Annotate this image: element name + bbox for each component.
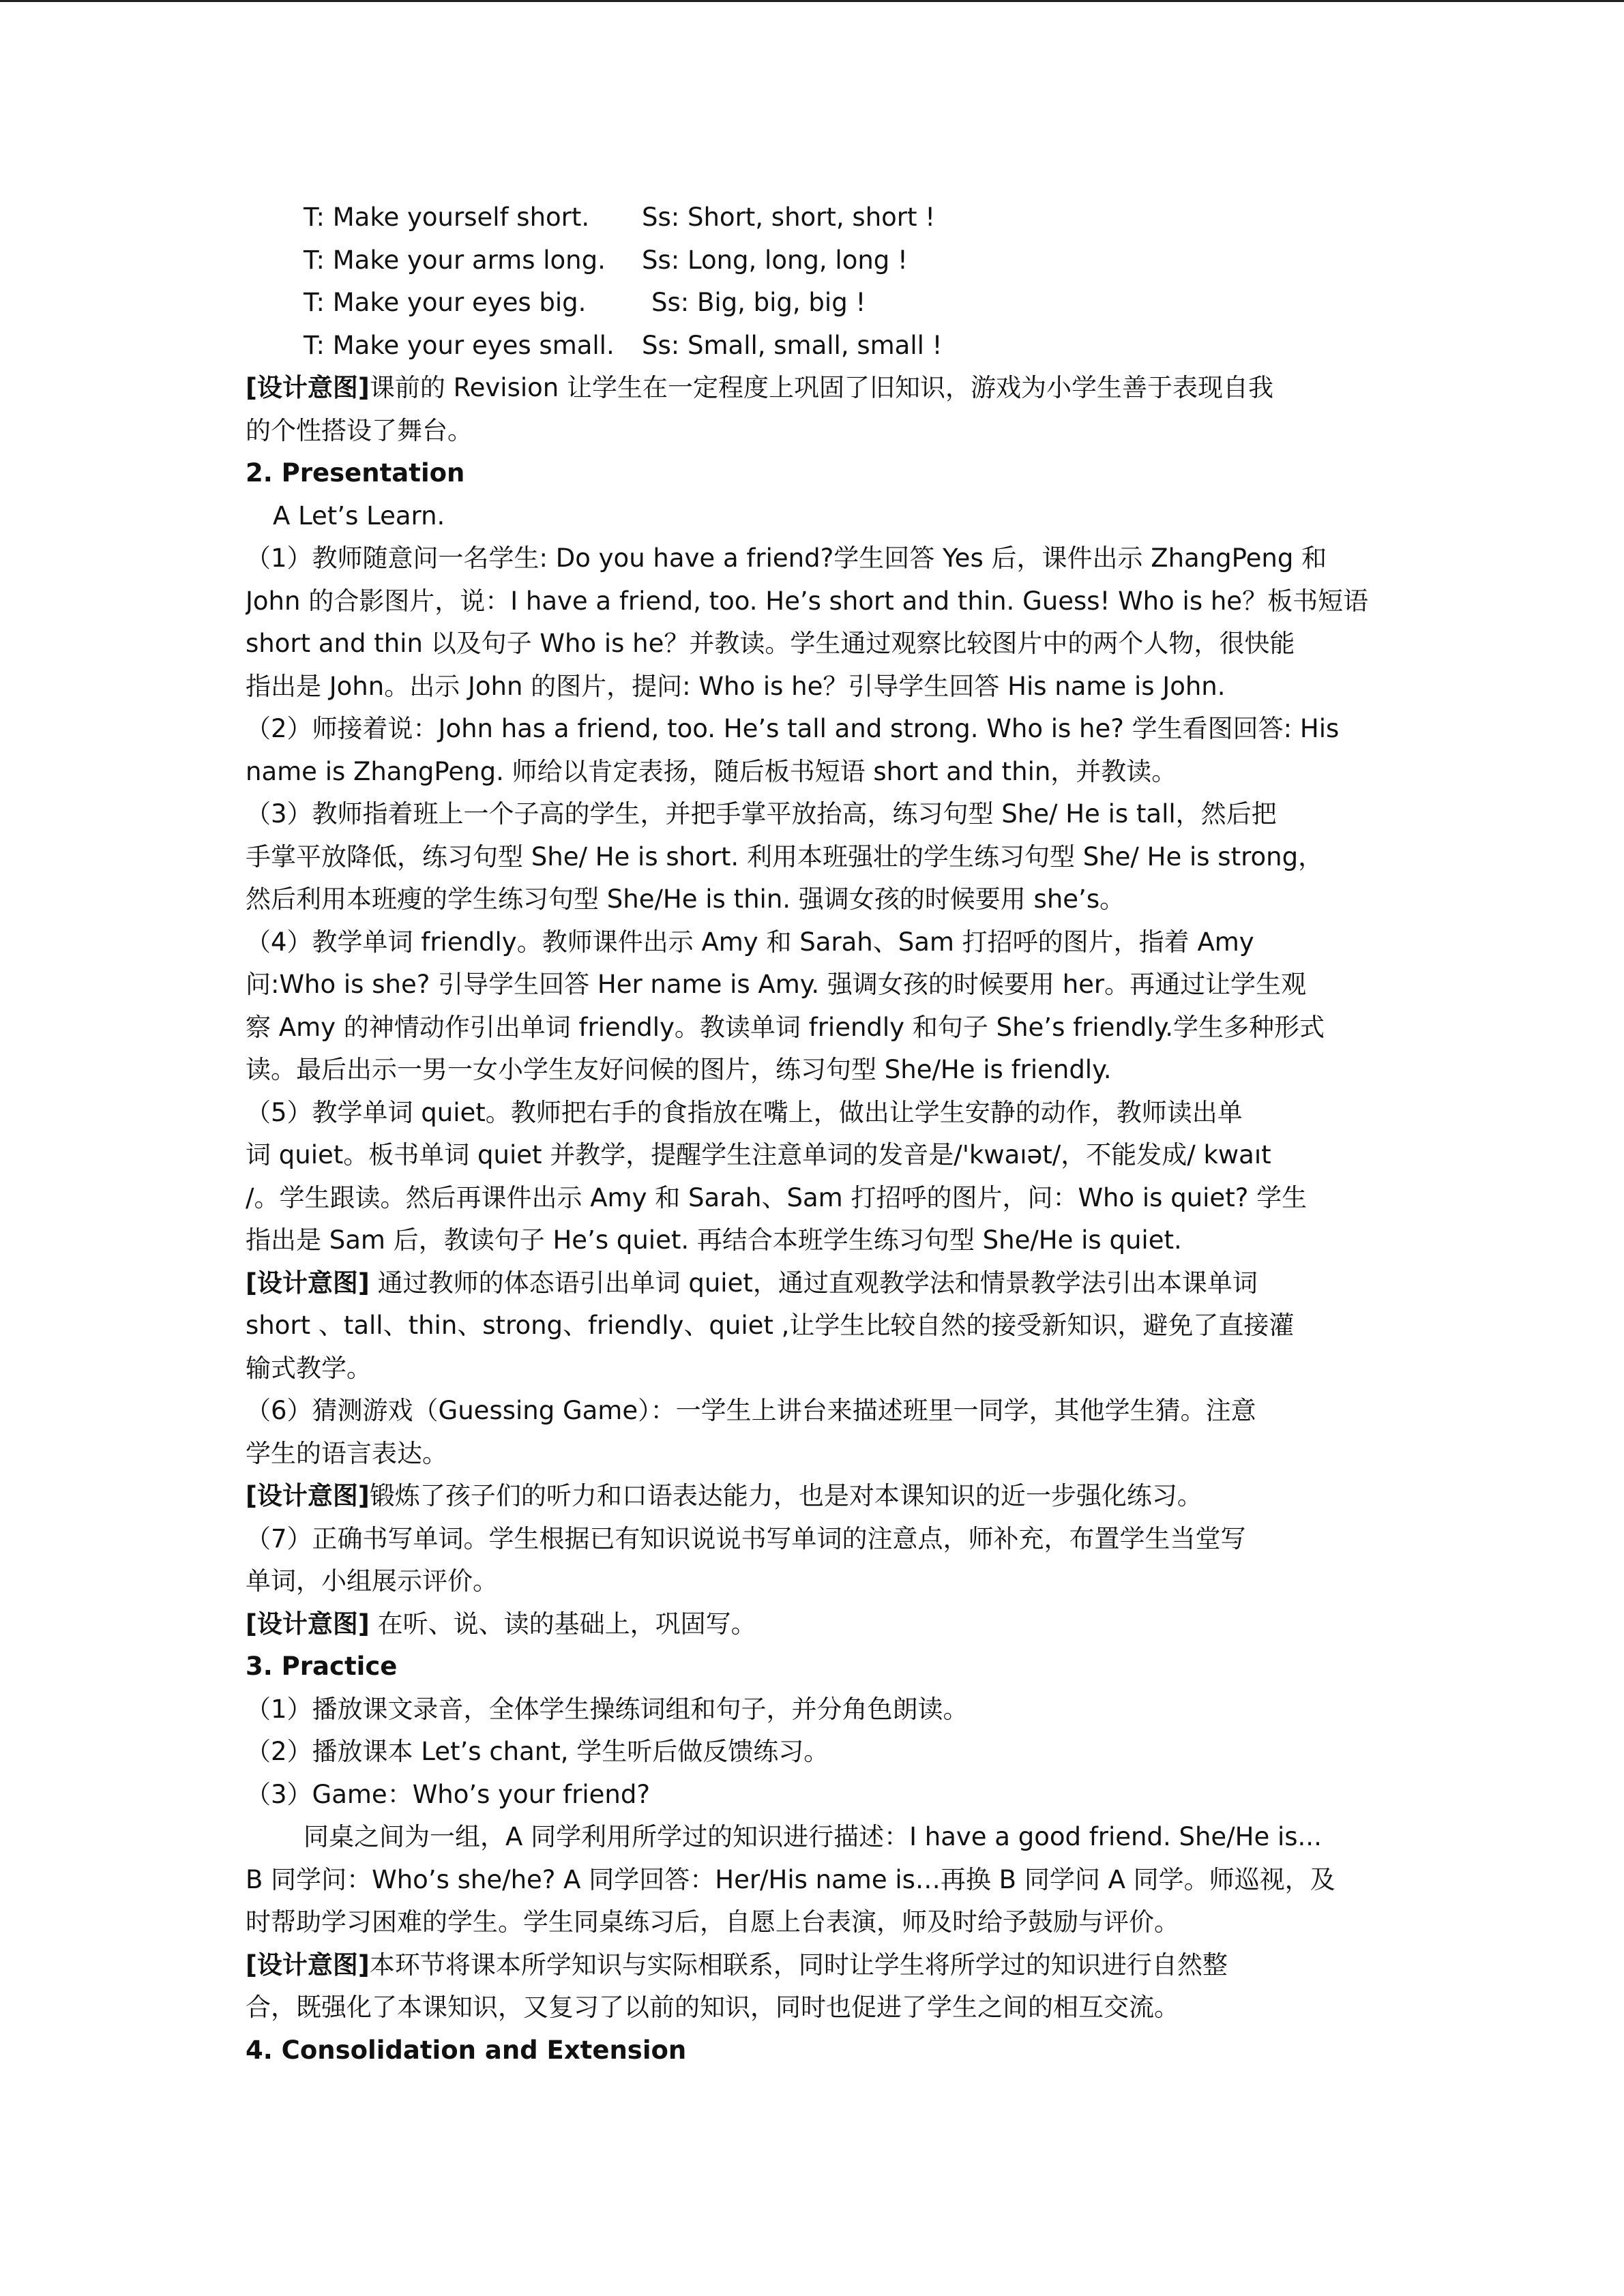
paragraph-line: 的个性搭设了舞台。 [246,415,473,445]
paragraph-line: （1）播放课文录音，全体学生操练词组和句子，并分角色朗读。 [246,1694,969,1724]
paragraph-line: /。学生跟读。然后再课件出示 Amy 和 Sarah、Sam 打招呼的图片，问：Who is quiet? 学生 [246,1182,1308,1212]
paragraph-text: 通过教师的体态语引出单词 quiet，通过直观教学法和情景教学法引出本课单词 [369,1268,1258,1298]
paragraph-text: 本环节将课本所学知识与实际相联系，同时让学生将所学过的知识进行自然整 [369,1950,1228,1980]
design-intent-tag: [设计意图] [246,1950,370,1980]
design-intent-paragraph [246,1262,1386,1305]
paragraph-line: 学生的语言表达。 [246,1438,447,1468]
top-border-rule [0,0,1624,2]
paragraph-line: 单词，小组展示评价。 [246,1566,498,1596]
paragraph-line: 然后利用本班瘦的学生练习句型 She/He is thin. 强调女孩的时候要用 she’s。 [246,884,1125,914]
dialogue-line [246,239,1386,282]
paragraph-line: 合，既强化了本课知识，又复习了以前的知识，同时也促进了学生之间的相互交流。 [246,1993,1179,2022]
paragraph-line: 问:Who is she? 引导学生回答 Her name is Amy. 强调女孩的时候要用 her。再通过让学生观 [246,970,1307,999]
design-intent-tag: [设计意图] [246,1481,370,1510]
paragraph-text: 锻炼了孩子们的听力和口语表达能力，也是对本课知识的近一步强化练习。 [369,1481,1202,1510]
teacher-line: T: Make your arms long. [304,245,606,275]
design-intent-paragraph [246,1944,1386,1987]
section-heading-presentation: 2. Presentation [246,458,465,488]
teacher-line: T: Make your eyes big. [304,288,587,317]
paragraph-line: （2）师接着说：John has a friend, too. He’s tall and strong. Who is he? 学生看图回答: His [246,714,1340,743]
students-line: Ss: Short, short, short ! [642,203,936,232]
subheading-lets-learn: A Let’s Learn. [273,501,445,531]
paragraph-line: 察 Amy 的神情动作引出单词 friendly。教读单词 friendly 和句子 She’s friendly.学生多种形式 [246,1012,1325,1042]
teacher-line: T: Make your eyes small. [304,330,615,360]
paragraph-line: 时帮助学习困难的学生。学生同桌练习后，自愿上台表演，师及时给予鼓励与评价。 [246,1907,1179,1937]
paragraph-line: 同桌之间为一组，A 同学利用所学过的知识进行描述：I have a good friend. She/He is... [304,1822,1322,1851]
paragraph-line: 指出是 John。出示 John 的图片，提问: Who is he？引导学生回答 His name is John. [246,671,1226,701]
design-intent-paragraph [246,1475,1386,1518]
paragraph-line: （3）Game：Who’s your friend? [246,1779,650,1809]
paragraph-line: （2）播放课本 Let’s chant, 学生听后做反馈练习。 [246,1737,829,1766]
dialogue-line [246,196,1386,239]
paragraph-line: 输式教学。 [246,1353,372,1383]
section-heading-practice: 3. Practice [246,1652,398,1681]
paragraph-line: （4）教学单词 friendly。教师课件出示 Amy 和 Sarah、Sam 打招呼的图片，指着 Amy [246,927,1254,957]
teacher-line: T: Make yourself short. [304,203,590,232]
paragraph-line: （5）教学单词 quiet。教师把右手的食指放在嘴上，做出让学生安静的动作，教师读出单 [246,1097,1243,1127]
dialogue-line [246,282,1386,325]
paragraph-line: 手掌平放降低，练习句型 She/ He is short. 利用本班强壮的学生练习句型 She/ He is strong， [246,841,1324,871]
design-intent-tag: [设计意图] [246,1268,370,1298]
design-intent-tag: [设计意图] [246,1609,370,1639]
document-body [246,196,1386,2072]
design-intent-paragraph [246,367,1386,410]
paragraph-line: B 同学问：Who’s she/he? A 同学回答：Her/His name is…再换 B 同学问 A 同学。师巡视，及 [246,1864,1335,1894]
dialogue-line [246,325,1386,368]
paragraph-line: （7）正确书写单词。学生根据已有知识说说书写单词的注意点，师补充，布置学生当堂写 [246,1523,1246,1553]
paragraph-line: short 、tall、thin、strong、friendly、quiet ,让学生比较自然的接受新知识，避免了直接灌 [246,1311,1295,1340]
students-line: Ss: Big, big, big ! [651,288,866,317]
paragraph-line: name is ZhangPeng. 师给以肯定表扬，随后板书短语 short and thin，并教读。 [246,756,1177,786]
paragraph-line: short and thin 以及句子 Who is he？并教读。学生通过观察比较图片中的两个人物，很快能 [246,629,1295,658]
paragraph-line: （6）猜测游戏（Guessing Game）：一学生上讲台来描述班里一同学，其他学生猜。注意 [246,1396,1256,1425]
section-heading-consolidation: 4. Consolidation and Extension [246,2035,687,2065]
paragraph-line: 读。最后出示一男一女小学生友好问候的图片，练习句型 She/He is friendly. [246,1055,1112,1084]
design-intent-tag: [设计意图] [246,373,370,402]
paragraph-line: 指出是 Sam 后，教读句子 He’s quiet. 再结合本班学生练习句型 She/He is quiet. [246,1225,1182,1255]
paragraph-line: John 的合影图片，说：I have a friend, too. He’s short and thin. Guess! Who is he？板书短语 [246,586,1369,616]
paragraph-text: 课前的 Revision 让学生在一定程度上巩固了旧知识，游戏为小学生善于表现自我 [369,373,1273,402]
paragraph-text: 在听、说、读的基础上，巩固写。 [369,1609,756,1639]
design-intent-paragraph [246,1603,1386,1646]
paragraph-line: 词 quiet。板书单词 quiet 并教学，提醒学生注意单词的发音是/'kwaıət/，不能发成/ kwaıt [246,1140,1271,1169]
paragraph-line: （1）教师随意问一名学生: Do you have a friend?学生回答 Yes 后，课件出示 ZhangPeng 和 [246,543,1327,573]
students-line: Ss: Long, long, long ! [642,245,908,275]
paragraph-line: （3）教师指着班上一个子高的学生，并把手掌平放抬高，练习句型 She/ He is tall，然后把 [246,799,1277,829]
students-line: Ss: Small, small, small ! [642,330,943,360]
